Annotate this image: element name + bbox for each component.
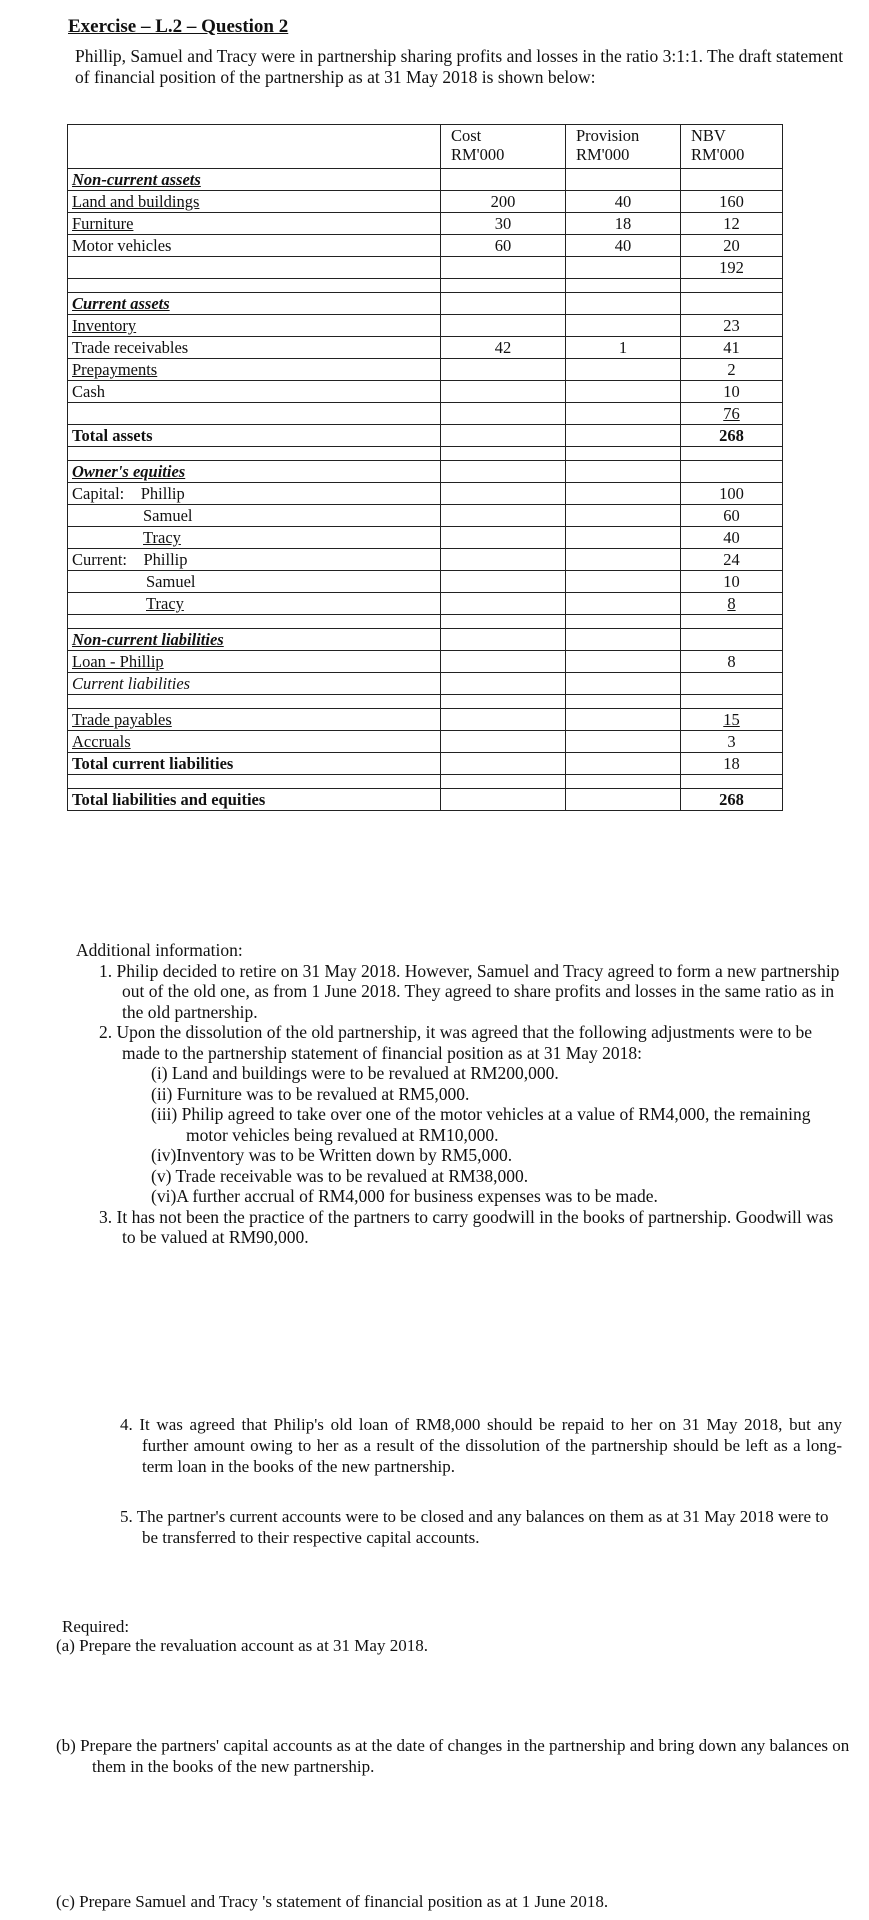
section-heading: Current liabilities (68, 673, 441, 695)
table-gap-row (68, 279, 783, 293)
question-b: (b) Prepare the partners' capital accounts as at the date of changes in the partnership and bring down any balances on them in the books of the new partnership. (56, 1736, 850, 1776)
table-gap-row (68, 695, 783, 709)
table-row (68, 425, 783, 447)
info-sub-iii: (iii) Philip agreed to take over one of the motor vehicles at a value of RM4,000, the remaining motor vehicles being revalued at RM10,000. (151, 1104, 811, 1145)
question-a: (a) Prepare the revaluation account as at 31 May 2018. (56, 1636, 428, 1655)
cell-provision: 1 (566, 337, 681, 359)
table-row (68, 709, 783, 731)
row-label: Tracy (68, 593, 441, 615)
cell-cost: 42 (441, 337, 566, 359)
table-row (68, 731, 783, 753)
row-label: Furniture (68, 213, 441, 235)
cell-cost: 30 (441, 213, 566, 235)
table-row (68, 359, 783, 381)
question-c: (c) Prepare Samuel and Tracy 's statement of financial position as at 1 June 2018. (56, 1892, 609, 1911)
row-label: Inventory (68, 315, 441, 337)
table-row (68, 483, 783, 505)
table-row (68, 235, 783, 257)
additional-heading: Additional information: (76, 940, 243, 960)
table-gap-row (68, 775, 783, 789)
cell-nbv: 3 (681, 731, 783, 753)
cell-total: 268 (681, 425, 783, 447)
row-label: Tracy (68, 527, 441, 549)
cell-nbv: 12 (681, 213, 783, 235)
intro-paragraph: Phillip, Samuel and Tracy were in partnership sharing profits and losses in the ratio 3:1:1. The draft statement of financial position of the partnership as at 31 May 2018 is shown below: (75, 46, 844, 87)
cell-nbv: 8 (681, 593, 783, 615)
header-nbv: NBV RM'000 (681, 125, 783, 169)
row-label: Samuel (68, 505, 441, 527)
row-label: Total liabilities and equities (68, 789, 441, 811)
cell-cost: 60 (441, 235, 566, 257)
cell-nbv: 100 (681, 483, 783, 505)
info-sub-i: (i) Land and buildings were to be revalued at RM200,000. (151, 1063, 559, 1083)
cell-total: 268 (681, 789, 783, 811)
info-sub-ii: (ii) Furniture was to be revalued at RM5,000. (151, 1083, 470, 1104)
table-header-row (68, 125, 783, 169)
table-row (68, 461, 783, 483)
table-row (68, 753, 783, 775)
financial-position-table (67, 124, 783, 811)
row-label: Land and buildings (68, 191, 441, 213)
row-label: Accruals (68, 731, 441, 753)
info-item-4: 4. It was agreed that Philip's old loan of RM8,000 should be repaid to her on 31 May 2018, but any further amount owing to her as a result of the dissolution of the partnership should be left as a long-term loan in the books of the new partnership. (120, 1415, 842, 1476)
cell-nbv: 41 (681, 337, 783, 359)
info-sub-vi: (vi)A further accrual of RM4,000 for business expenses was to be made. (151, 1186, 658, 1206)
table-row (68, 629, 783, 651)
cell-nbv: 10 (681, 381, 783, 403)
row-label: Motor vehicles (68, 235, 441, 257)
table-row (68, 789, 783, 811)
row-label: Prepayments (68, 359, 441, 381)
info-item-1: 1. Philip decided to retire on 31 May 2018. However, Samuel and Tracy agreed to form a new partnership out of the old one, as from 1 June 2018. They agreed to share profits and losses in the same ratio as in the old partnership. (99, 960, 840, 1022)
cell-nbv: 160 (681, 191, 783, 213)
table-row (68, 381, 783, 403)
additional-information (76, 940, 846, 1248)
cell-subtotal: 192 (681, 257, 783, 279)
required-heading: Required: (62, 1617, 130, 1636)
table-gap-row (68, 447, 783, 461)
table-row (68, 505, 783, 527)
table-row (68, 293, 783, 315)
table-row (68, 549, 783, 571)
row-label: Cash (68, 381, 441, 403)
info-item-3: 3. It has not been the practice of the partners to carry goodwill in the books of partnership. Goodwill was to be valued at RM90,000. (99, 1206, 834, 1247)
header-provision: Provision RM'000 (566, 125, 681, 169)
table-gap-row (68, 615, 783, 629)
table-row (68, 315, 783, 337)
cell-provision: 18 (566, 213, 681, 235)
row-label: Current: Phillip (68, 549, 441, 571)
row-label: Samuel (68, 571, 441, 593)
exercise-title: Exercise – L.2 – Question 2 (68, 16, 289, 37)
row-label: Total current liabilities (68, 753, 441, 775)
table-row (68, 571, 783, 593)
table-row (68, 337, 783, 359)
table-row (68, 257, 783, 279)
cell-nbv: 23 (681, 315, 783, 337)
cell-total: 18 (681, 753, 783, 775)
row-label: Total assets (68, 425, 441, 447)
table-row (68, 213, 783, 235)
cell-nbv: 2 (681, 359, 783, 381)
row-label: Loan - Phillip (68, 651, 441, 673)
section-heading: Non-current assets (68, 169, 441, 191)
cell-nbv: 24 (681, 549, 783, 571)
section-heading: Non-current liabilities (68, 629, 441, 651)
section-heading: Owner's equities (68, 461, 441, 483)
cell-nbv: 40 (681, 527, 783, 549)
cell-nbv: 60 (681, 505, 783, 527)
cell-provision: 40 (566, 235, 681, 257)
table-row (68, 191, 783, 213)
table-row (68, 403, 783, 425)
header-cost: Cost RM'000 (441, 125, 566, 169)
cell-nbv: 8 (681, 651, 783, 673)
cell-subtotal: 76 (681, 403, 783, 425)
info-sub-v: (v) Trade receivable was to be revalued at RM38,000. (151, 1165, 529, 1186)
cell-provision: 40 (566, 191, 681, 213)
row-label: Capital: Phillip (68, 483, 441, 505)
section-heading: Current assets (68, 293, 441, 315)
table-row (68, 527, 783, 549)
row-label: Trade payables (68, 709, 441, 731)
cell-cost: 200 (441, 191, 566, 213)
row-label: Trade receivables (68, 337, 441, 359)
cell-nbv: 10 (681, 571, 783, 593)
table-row (68, 651, 783, 673)
info-item-5: 5. The partner's current accounts were to be closed and any balances on them as at 31 May 2018 were to be transferred to their respective capital accounts. (120, 1507, 829, 1547)
table-row (68, 673, 783, 695)
table-row (68, 169, 783, 191)
cell-nbv: 15 (681, 709, 783, 731)
info-item-2: 2. Upon the dissolution of the old partnership, it was agreed that the following adjustments were to be made to the partnership statement of financial position as at 31 May 2018: (99, 1022, 812, 1063)
table-row (68, 593, 783, 615)
info-sub-iv: (iv)Inventory was to be Written down by RM5,000. (151, 1145, 513, 1165)
cell-nbv: 20 (681, 235, 783, 257)
